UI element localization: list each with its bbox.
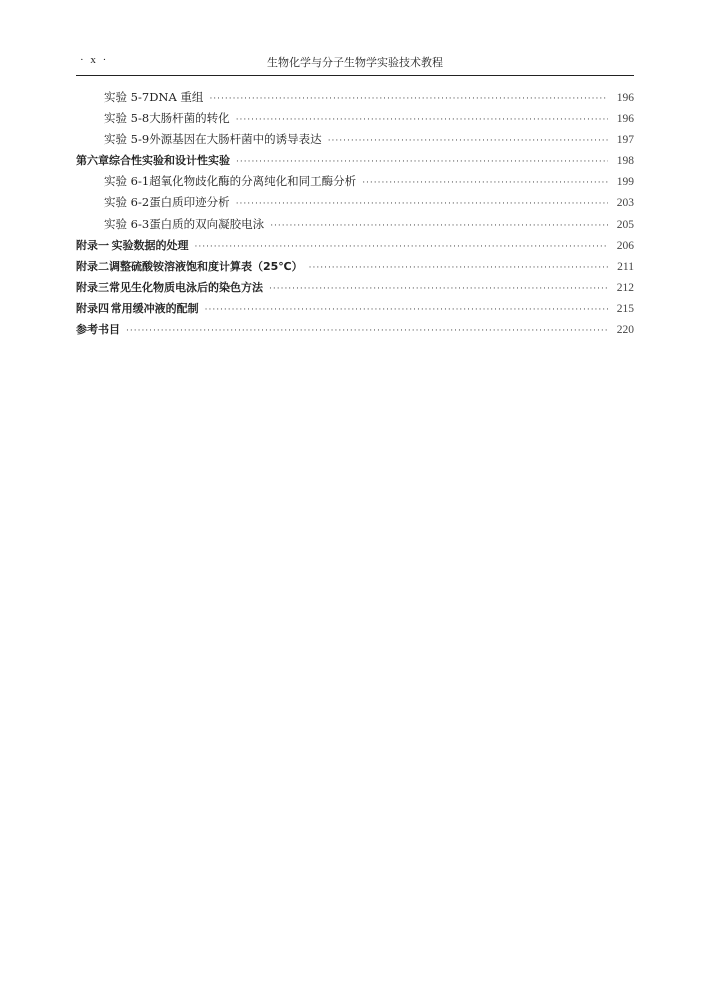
toc-entry-number: 实验 6-3 [104,216,150,231]
toc-experiment-entry[interactable] [76,173,634,194]
toc-entry-title: 实验数据的处理 [111,238,189,252]
dot-leader [269,284,608,294]
toc-entry-number: 实验 5-9 [104,132,150,147]
toc-page-number: 220 [616,324,634,337]
dot-leader [209,94,608,104]
toc-chapter-entry[interactable] [76,321,634,342]
toc-entry-title: 常用缓冲液的配制 [110,301,199,315]
toc-entry-number: 附录二 [76,259,109,273]
toc-page-number: 196 [616,92,634,104]
toc-experiment-entry[interactable] [76,110,634,131]
dot-leader [362,178,608,188]
toc-entry-number: 参考书目 [76,323,120,337]
toc-entry-title: DNA 重组 [149,90,204,104]
dot-leader [194,242,608,252]
toc-page-number: 206 [616,239,634,252]
toc-entry-title: 大肠杆菌的转化 [149,111,230,126]
toc-entry-number: 实验 5-8 [104,111,150,126]
toc-page-number: 211 [617,260,634,273]
toc-entry-title: 超氧化物歧化酶的分离纯化和同工酶分析 [149,174,357,189]
toc-entry-title: 综合性实验和设计性实验 [109,154,230,168]
toc-entry-number: 实验 5-7 [104,90,150,104]
dot-leader [270,221,608,231]
toc-entry-title: 蛋白质印迹分析 [149,195,230,210]
toc-page-number: 203 [616,197,634,210]
dot-leader [309,263,608,273]
toc-entry-title: 常见生化物质电泳后的染色方法 [109,280,263,294]
toc-chapter-entry[interactable] [76,279,634,300]
toc-page-number: 199 [616,176,634,189]
book-title: 生物化学与分子生物学实验技术教程 [267,56,443,69]
dot-leader [236,199,608,209]
toc-page-number: 215 [616,302,634,315]
toc-entry-number: 附录一 [76,238,109,252]
toc-entry-title: 蛋白质的双向凝胶电泳 [149,216,265,231]
toc-page-number: 197 [616,134,634,147]
dot-leader [236,115,608,125]
dot-leader [126,326,608,336]
toc-entry-title: 调整硫酸铵溶液饱和度计算表（25℃） [109,259,303,273]
toc-entry-number: 第六章 [76,154,109,168]
toc-page-number: 198 [616,155,634,168]
toc-chapter-entry[interactable] [76,258,634,279]
dot-leader [328,136,608,146]
toc-experiment-entry[interactable] [76,89,634,110]
toc-chapter-entry[interactable] [76,237,634,258]
toc-entry-number: 实验 6-1 [104,174,150,189]
header-rule [76,75,634,76]
toc-chapter-entry[interactable] [76,300,634,321]
running-header [76,52,634,76]
table-of-contents [76,89,634,342]
toc-entry-number: 附录四 [76,301,109,315]
dot-leader [236,157,608,167]
toc-page-number: 205 [616,218,634,231]
page-number-marker: · x · [80,54,109,66]
toc-entry-title: 外源基因在大肠杆菌中的诱导表达 [149,132,322,147]
toc-entry-number: 附录三 [76,280,109,294]
toc-experiment-entry[interactable] [76,216,634,237]
toc-experiment-entry[interactable] [76,194,634,215]
toc-page-number: 196 [616,113,634,126]
toc-entry-number: 实验 6-2 [104,195,150,210]
toc-experiment-entry[interactable] [76,131,634,152]
toc-page-number: 212 [616,281,634,294]
dot-leader [205,305,608,315]
toc-chapter-entry[interactable] [76,152,634,173]
